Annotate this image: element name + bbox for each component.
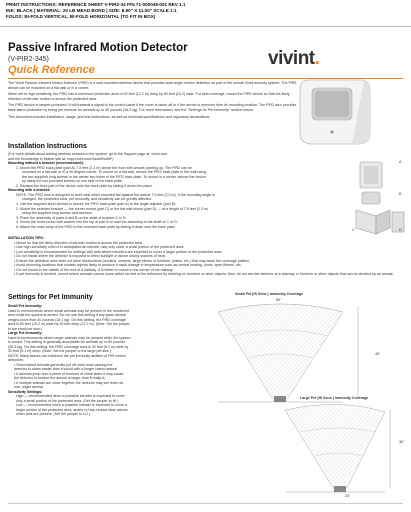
logo-text: vivint [268,48,315,69]
pet-line: High — recommended when a possible intruder is expected to cover [16,394,125,398]
pet-subheading: Sensitivity Settings: [8,389,43,394]
install-line: mounted on a flat wall or in a 90-degree corner. To mount on a flat wall, secure the PIR2 back plate to the wall using [22,170,206,175]
pet-line: 30 feet (9.1 m) deep. (Note: Set the jumper to the large pet size.) [8,349,112,353]
install-line: and the Knowledge in Motion site at: copy.vivint.com/view/MvkMF) [8,156,114,161]
pet-line: • If animals jump onto a piece of furniture or climb stairs it may cause [14,371,124,376]
print-line-2: INK: BLACK | MATERIAL: 20 LB MEAD BOND | SIZE: 8.50" X 11.00" SCALE 1:1 [6,8,177,13]
part-label-d: D [399,228,402,232]
pet-line: weighs more than 40 pounds (18.1 kg). On this setting, the PIR2 coverage [8,317,127,322]
intro-paragraph: The Vivint Passive Infrared Motion Detector (PIR2) is a wall-mounted wireless device that provides wide-angle motion detection as part of the overall Vivint security system. The PIR2 device can be mounted on a flat wall or in a corner. [8,81,297,90]
pet-line: one, larger animal. [14,385,44,389]
intro-paragraph: This document includes installation, usage, and test instructions, as well as technical specifications and regulatory declarations. [8,114,211,119]
small-pet-coverage-diagram [188,298,373,406]
pet-immunity-heading: Settings for Pet Immunity [8,294,93,301]
pet-line: detector to alarm easier than it would with a longer-haired animal. [14,367,119,371]
pet-subheading: Small Pet Immunity: [8,304,43,308]
large-pet-coverage-diagram [225,402,395,494]
pet-line: • If multiple animals are close together the detector may see them as [14,380,124,385]
small-pet-figure-label: Small Pet (Hi Sens.) Immunity Coverage [235,292,304,296]
install-line: 2. Mount the selected bracket — the corner mount (part C) or the flat wall mount (part D) — at a height of 7.5 feet (2.3 m) [16,206,209,211]
install-subheading: Mounting with a bracket: [8,188,51,193]
intro-paragraph: When set to high sensitivity, the PIR2 has a maximum protection area of 40 feet (12.2 m) deep by 50 feet (15.2) wide. For best coverage, mount the PIR2 device so that the likely direction of intruder motion is across the protected area. [8,92,290,101]
print-line-3: FOLDS: BI-FOLD VERTICAL, BI-FOLD HORIZONTAL (TO FIT IN BOX) [6,14,156,19]
large-pet-depth-label: 30' [399,440,404,444]
small-pet-depth-label: 40' [375,352,380,356]
part-label-b: B [399,192,402,196]
install-line: 1. Use the supplied short screws to secure the PIR2 back plate (part A) to the angle adjuster (part B). [16,202,177,207]
install-note: NOTE: The PIR2 lens is designed to work best when mounted flat against the wall at 7.5 feet (2.3 m). If the mounting angle is [16,192,215,197]
install-line: 3. Place the assembly of parts A and B on the shaft of bracket C or D. [16,215,127,220]
pet-line: larger portion of the protected area, and/or to help reduce false alarms [16,407,128,412]
part-label-c: C [352,228,355,232]
pet-subheading: Large Pet Immunity: [8,331,43,335]
pet-line: NOTE: Many factors can influence the pet immunity abilities of PIR motion [8,353,126,358]
install-line: using the supplied long screws and anchors. [22,211,93,216]
tip-item: • Do not install where the detector is exposed to direct sunlight or above strong sources of heat. [14,254,166,259]
print-instructions [6,2,185,20]
logo-dot: . [314,48,320,69]
tip-item: • Avoid mounting locations that contain objects likely to produce a rapid change in temperature such as central heating, ducts, open flames, etc. [14,263,242,268]
pet-line: area is 50 feet (15.2 m) wide by 40 feet deep (12.2 m). (Note: Set the jumper [8,322,130,326]
installation-heading: Installation Instructions [8,143,87,150]
motion-detector-illustration [290,76,390,148]
tips-heading: INSTALLATION TIPS: [8,236,44,240]
install-line: changed, the protected area, pet immunity, and sensitivity can be greatly affected. [22,197,152,202]
mounting-parts-illustration [350,158,406,238]
install-line: the two supplied long screws in the center two holes of the PIR2 back plate. To mount in a corner, secure the device [22,174,206,179]
install-line: 2. Replace the front part of the device onto the back plate by sliding it down into place. [16,183,154,188]
installation-instructions [8,152,338,229]
tip-item: • If pet immunity is desired, mount where animals cannot come within six feet of the detectors by climbing on furniture or other objects. Also, do not aim the detector at a stairway or furniture or other objects that can be climbed by an animal. [14,272,394,277]
pet-line: area while the system is armed. Do not use this setting if any given animal [8,313,126,317]
intro-paragraph: The PIR2 device is tamper-protected. It will transmit a signal to the control panel if the cover is taken off or if the device is removed from its mounting location. The PIR2 also provides false alarm protection by being pet immune for animals up to 80 pounds (36.3 kg). For more information, see the "Settings for Pet Immunity" section below. [8,103,297,112]
part-label-a: A [399,160,402,164]
footer-divider [8,503,403,504]
quick-reference-heading: Quick Reference [8,64,95,76]
large-pet-width-label: 20' [345,494,350,498]
tip-item: • Ensure the detection area does not have obstructions (curtains, screens, large pieces of furniture, plants, etc.) that may block the coverage pattern. [14,258,250,263]
pet-line: when pets are present. (Set the jumper to LO.) [16,412,91,416]
intro-section [8,81,298,121]
tip-item: • Do not mount in the middle of the end of a hallway. It is better to mount in the corner of the hallway. [14,267,174,272]
tip-item: • Mount so that the likely direction of intruder motion is across the protected area. [14,240,143,245]
model-number: (V-PIR2-345) [8,56,49,63]
install-subheading: Mounting without a bracket (recommended): [8,161,84,166]
pet-line: detectors: [8,358,24,362]
pet-line: (36.3 kg). On this setting, the PIR2 coverage area is 20 feet (6.1 m) wide by [8,344,129,349]
pet-line: Low — recommended when a possible intruder is expected to cover a [16,403,128,407]
header-divider [0,26,411,27]
pet-line: • Short-haired animals generally put off more heat causing the [14,362,113,367]
pet-line: Used in environments where larger animals may be present while the system [8,335,131,340]
pet-line: the detector to believe the animal is larger than it really is. [14,376,106,380]
pet-immunity-section [8,304,183,417]
tip-item: • Low sensitivity is recommended for settings with pets where intruders are expected to cover a larger portion of the protected area. [14,249,223,254]
installation-tips [8,236,403,277]
install-line: by using the two provided screws on one side of the back plate. [22,179,123,184]
large-pet-figure-label: Large Pet (Hi Sens.) Immunity Coverage [300,396,369,400]
pet-line: only a small portion of the protected area. (Set the jumper to HI.) [16,398,119,403]
small-pet-width-label: 50' [276,298,281,302]
pet-line: to the small pet size.) [8,326,42,331]
tip-item: • Use high sensitivity when it is anticipated an intruder may only cover a small portion of the protected area. [14,245,185,250]
install-line: 5. Attach the main body of the PIR2 to the mounted back plate by sliding it down onto the back plate. [16,224,176,229]
document-title: Passive Infrared Motion Detector [8,42,188,54]
pet-line: Used in environments where small animals may be present in the monitored [8,308,129,313]
pet-line: is armed. This setting is generally acceptable for animals up to 80 pounds [8,340,125,344]
install-line: 4. Screw the head screw with washer into the top of part B to hold the assembly to the shaft of C or D. [16,220,178,225]
print-line-1: PRINT INSTRUCTIONS: REFERENCE SHEET V-PIR2-34 P/N 71-000049-001 REV 1.1 [6,2,186,7]
install-line: 1. Mount the PIR2 back plate (part A) 7.5 feet (2.3 m) above the floor with arrows pointing up. The PIR2 can be [16,165,192,170]
vivint-logo [268,48,319,70]
install-line: (For more details about adding wireless sensors to the system, go to the Support page at: vivint.com [8,152,168,156]
